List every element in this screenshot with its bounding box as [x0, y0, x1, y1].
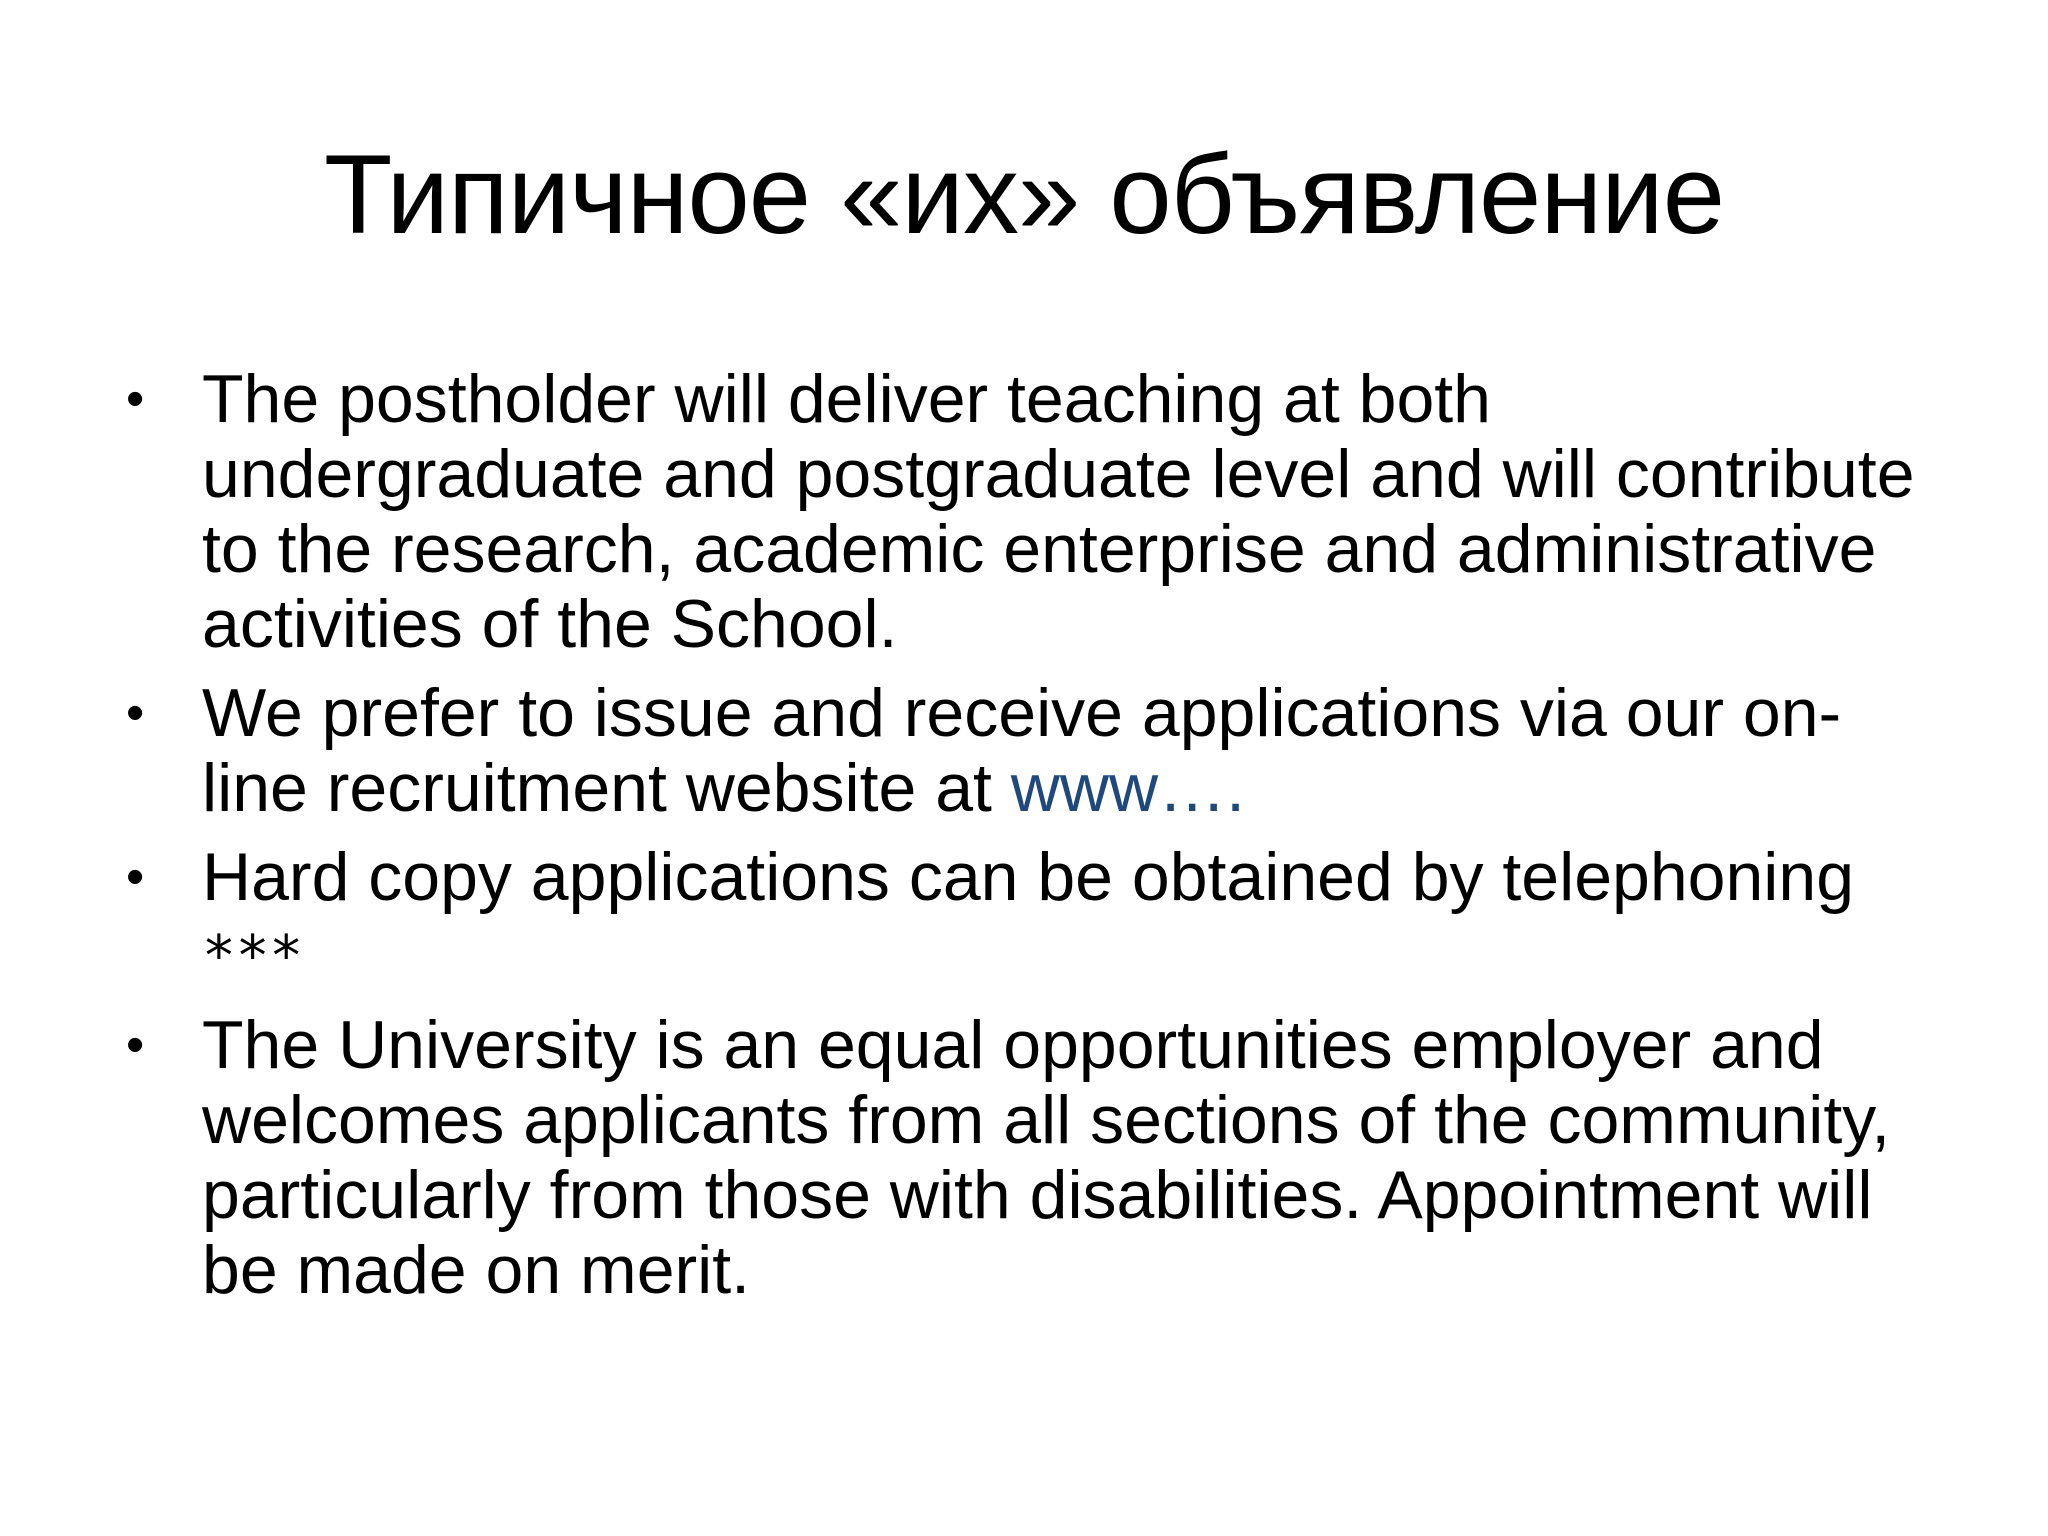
- bullet-item-hard-copy: [120, 840, 1940, 994]
- bullet-icon: •: [126, 370, 145, 428]
- telephone-placeholder: ***: [202, 924, 304, 989]
- bullet-icon: •: [126, 848, 145, 906]
- bullet-item-equal-opportunities: [120, 1008, 1940, 1308]
- bullet-text: The University is an equal opportunities employer and welcomes applicants from all sections of the community, particularly from those with disabilities. Appointment will be made on merit.: [202, 1007, 1891, 1308]
- bullet-list: [120, 362, 1940, 1322]
- bullet-icon: •: [126, 684, 145, 742]
- bullet-text: The postholder will deliver teaching at both undergraduate and postgraduate level and will contribute to the research, academic enterprise and administrative activities of the School.: [202, 361, 1915, 662]
- bullet-icon: •: [126, 1016, 145, 1074]
- bullet-text: Hard copy applications can be obtained by telephoning: [202, 839, 1855, 915]
- bullet-item-teaching: [120, 362, 1940, 662]
- website-link[interactable]: www….: [1010, 750, 1246, 826]
- bullet-item-applications: [120, 676, 1940, 826]
- slide-title: Типичное «их» объявление: [323, 132, 1725, 257]
- bullet-text: We prefer to issue and receive applications via our on-line recruitment website at: [202, 675, 1842, 826]
